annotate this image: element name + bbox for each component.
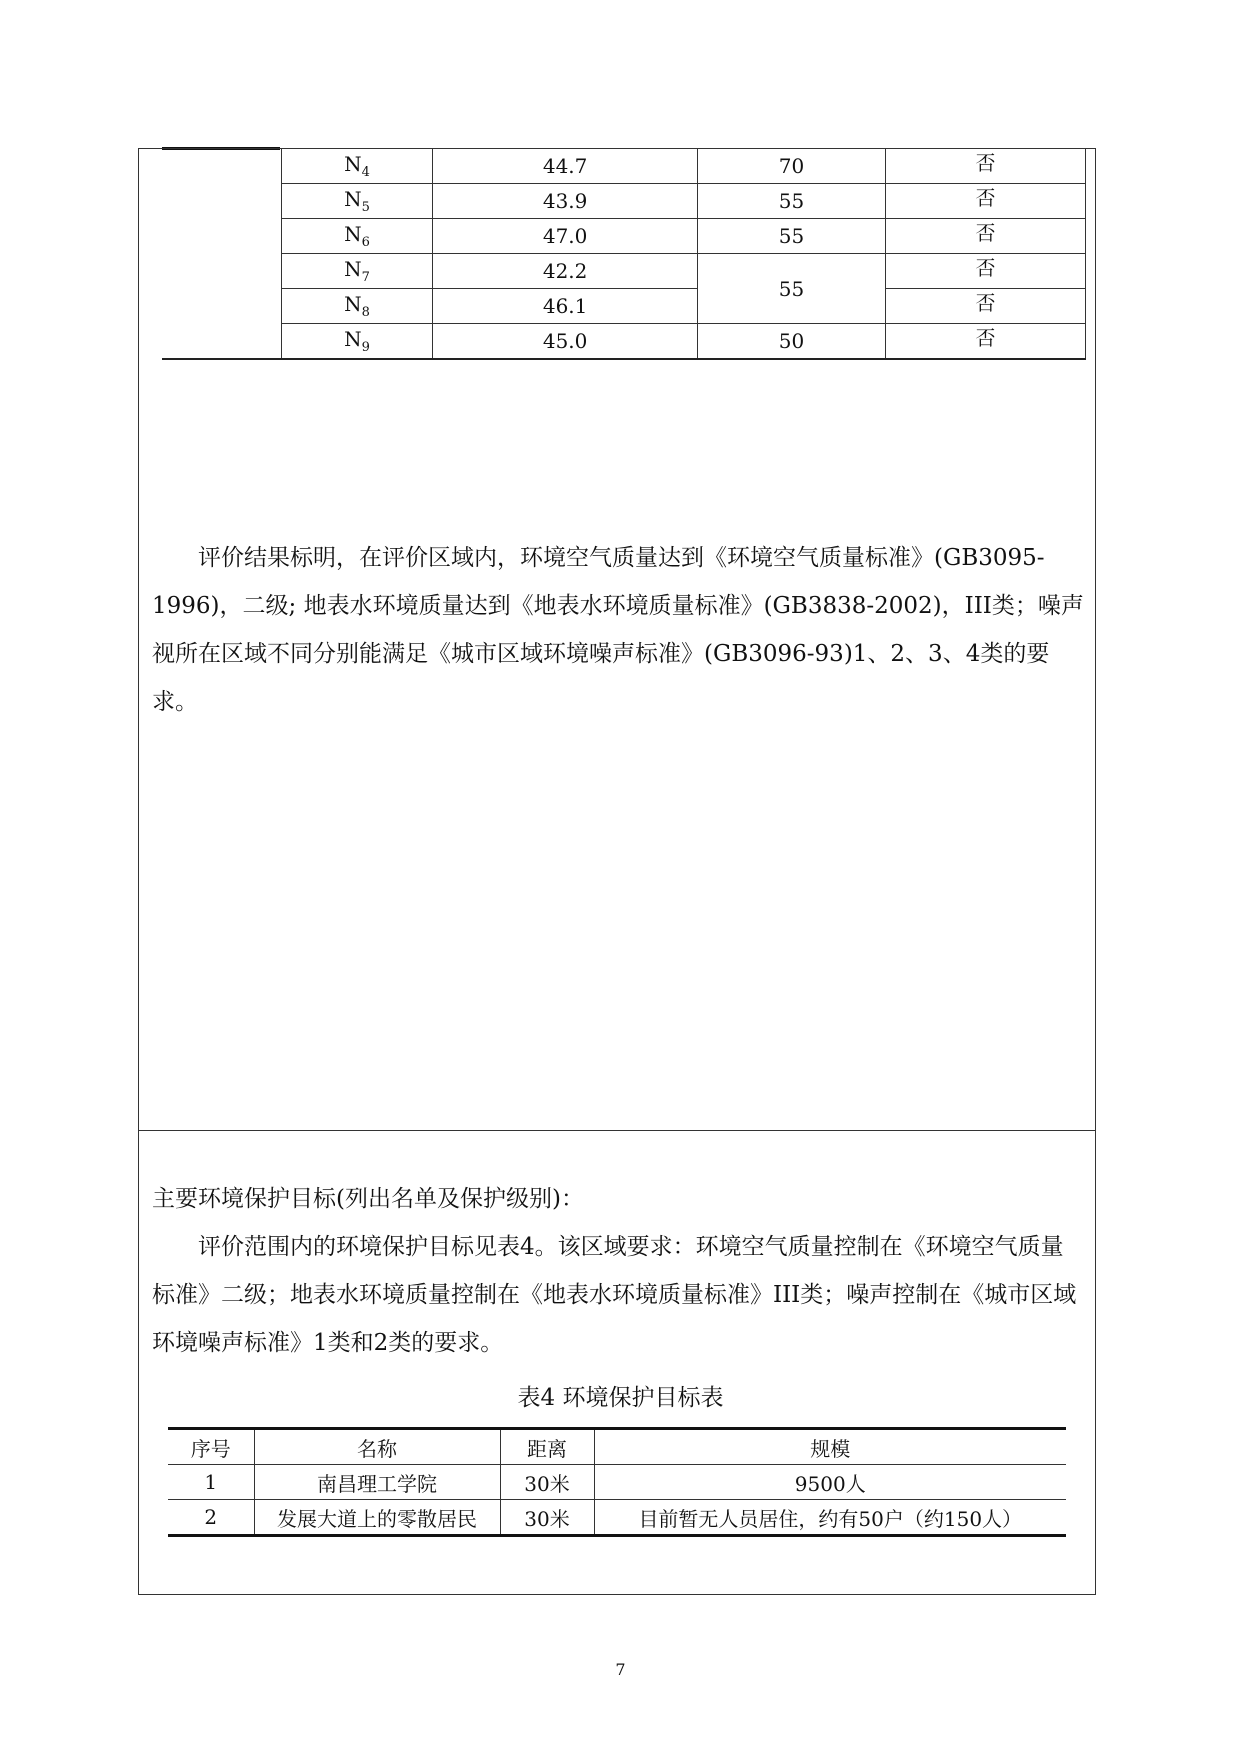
value-cell: 44.7 — [433, 149, 698, 184]
table-row — [168, 1500, 1066, 1536]
value-cell: 46.1 — [433, 289, 698, 324]
table-row — [162, 289, 1086, 324]
protection-body: 评价范围内的环境保护目标见表4。该区域要求：环境空气质量控制在《环境空气质量标准》二级；地表水环境质量控制在《地表水环境质量标准》III类；噪声控制在《城市区域环境噪声标准》1类和2类的要求。 — [152, 1234, 1077, 1356]
point-cell: $N_5$ — [281, 184, 433, 219]
header-scale: 规模 — [594, 1429, 1066, 1465]
standard-cell: 50 — [697, 324, 885, 360]
point-cell: $N_8$ — [281, 289, 433, 324]
noise-monitoring-table — [162, 148, 1086, 360]
table-row — [162, 324, 1086, 360]
table-caption: 表4 环境保护目标表 — [517, 1385, 724, 1411]
name-cell: 发展大道上的零散居民 — [254, 1500, 500, 1536]
distance-cell: 30米 — [500, 1465, 594, 1500]
name-cell: 南昌理工学院 — [254, 1465, 500, 1500]
protection-target-table — [168, 1427, 1066, 1537]
table-header-row — [168, 1429, 1066, 1465]
scale-cell: 目前暂无人员居住，约有50户（约150人） — [594, 1500, 1066, 1536]
header-index: 序号 — [168, 1429, 254, 1465]
header-distance: 距离 — [500, 1429, 594, 1465]
protection-heading: 主要环境保护目标(列出名单及保护级别)： — [152, 1186, 584, 1212]
exceed-cell: 否 — [885, 149, 1085, 184]
table-row — [162, 254, 1086, 289]
index-cell: 1 — [168, 1465, 254, 1500]
standard-cell: 55 — [697, 184, 885, 219]
distance-cell: 30米 — [500, 1500, 594, 1536]
value-cell: 43.9 — [433, 184, 698, 219]
exceed-cell: 否 — [885, 254, 1085, 289]
station-cell — [162, 149, 281, 360]
value-cell: 42.2 — [433, 254, 698, 289]
standard-cell: 55 — [697, 254, 885, 324]
exceed-cell: 否 — [885, 219, 1085, 254]
scale-cell: 9500人 — [594, 1465, 1066, 1500]
exceed-cell: 否 — [885, 184, 1085, 219]
point-cell: $N_4$ — [281, 149, 433, 184]
table-row — [162, 184, 1086, 219]
table-row — [162, 149, 1086, 184]
standard-cell: 55 — [697, 219, 885, 254]
point-cell: $N_9$ — [281, 324, 433, 360]
evaluation-conclusion: 评价结果标明，在评价区域内，环境空气质量达到《环境空气质量标准》(GB3095-1996)，二级; 地表水环境质量达到《地表水环境质量标准》(GB3838-2002)，III类；噪声视所在区域不同分别能满足《城市区域环境噪声标准》(GB3096-93)1、2、3、4类的要求。 — [152, 545, 1084, 715]
index-cell: 2 — [168, 1500, 254, 1536]
table-row — [168, 1465, 1066, 1500]
standard-cell: 70 — [697, 149, 885, 184]
point-cell: $N_7$ — [281, 254, 433, 289]
value-cell: 47.0 — [433, 219, 698, 254]
value-cell: 45.0 — [433, 324, 698, 360]
header-name: 名称 — [254, 1429, 500, 1465]
point-cell: $N_6$ — [281, 219, 433, 254]
page-number: 7 — [615, 1660, 626, 1679]
table-row — [162, 219, 1086, 254]
exceed-cell: 否 — [885, 324, 1085, 360]
exceed-cell: 否 — [885, 289, 1085, 324]
